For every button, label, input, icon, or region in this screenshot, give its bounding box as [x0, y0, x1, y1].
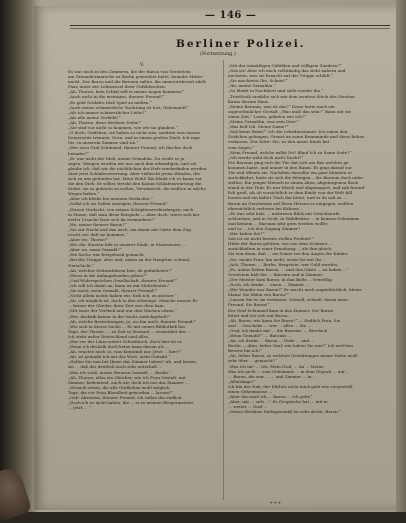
text-line: „Wonach sehen, die alle Gräflichen wohl möglich: [68, 384, 170, 390]
text-line: in Masse, daß man diese Beispiele — Aber doch, wieso sich kei-: [68, 211, 201, 217]
text-line: „Was helf Ich. Meine Dame?“: [228, 124, 289, 130]
text-line: „Ich werde wohl doch nicht Nacht?“: [228, 154, 304, 160]
text-line: Zimmer, bedeutend, auch wir, doch ich nur das Zimmer ...: [68, 379, 189, 385]
text-line: schleichen, und in Sicht, in Wahlheiten ... in keinem Geheimnis: [228, 215, 360, 221]
left-text-column: [68, 63, 216, 410]
text-line: „Sollst ich sie Selbst anzeigen, theurer Freund?: [68, 201, 168, 207]
text-line: „Der Meister kam Baron; in ihm Baltz ... freiwillig.: [228, 276, 334, 282]
page-number: — 146 —: [205, 10, 257, 21]
text-line: ungewöhnlicher Gestalt. „Was muß das sein?“ Bann mit sie: [228, 108, 351, 114]
book-edge: [396, 0, 406, 512]
text-line: „Ah, welche Bestreitungen, ja, wo hin mich, theurer Freund!“: [68, 318, 197, 324]
text-line: „Trostlosth erzählte sich wie dem zweiten Stück des Zweiten: [228, 93, 355, 99]
text-line: „Ah, ist gedankt ich mit das Wort, mein Gemahl.“: [68, 354, 171, 360]
text-line: „Ah, Baron, wie kann Sie Ihnen?“ — Endlich Frau, Sie: [228, 317, 341, 323]
text-line: Kaum diesem Haus.: [228, 98, 270, 104]
text-line: beinahe?“: [68, 150, 89, 156]
text-line: „Die Sache war fortgehend gemacht,: [68, 252, 146, 258]
text-line: „Sie, meine Frau, bin nicht, wenn Sie mit Ihr ...: [228, 256, 327, 262]
text-line: „So bleibt in Nachtbett und sieht wieder ihn.“: [228, 88, 324, 94]
text-line: Deinerseits trennen. Gern, und in einem großen Dach. Ich sage: [68, 135, 200, 141]
text-line: Diebe, sie es gehören zu reißen, Verwünscht, die wallten in solche: [68, 186, 206, 192]
text-line: einen Geheimnisse ...: [228, 389, 273, 394]
text-line: „Mein Freund, welche willst Du? Blauf Ich zu Seine Seite?“: [228, 149, 352, 155]
text-line: Mann! Sie üblen von Baron?“: [228, 292, 290, 298]
text-line: „Sie nicht, mein Gemahl, theurer Freund?“: [68, 288, 158, 294]
text-line: „Wie der Staaten lebt in unserer Stadt, in Staatsweise, ...: [68, 242, 188, 248]
text-line: „Mit einer der Vertheil und nur drei Wachen sitzen.“: [68, 308, 178, 314]
text-line: „Wer zwei Graf Schimmel, theurer Freund, ich fürchte doch: [68, 145, 193, 151]
text-line: „Ah, Thorne, alles ein Gleicher, wie ich Frau Gestalt, mit: [68, 374, 186, 380]
text-line: Sie, in unserem Zimmer sind sie.“: [68, 140, 139, 146]
text-line: „Hollen Sie nun bei Ihnen das Zimmer haben? Ah, und lassen,: [68, 359, 198, 365]
text-line: Aber jetzt Schlafenswertung. Aber vielleicht jenen Wänden, der: [68, 170, 201, 176]
text-line: „Ah, ich möglich ist, doch in den schwinge. Manche unsere Ei-: [68, 298, 199, 304]
text-line: stand in der Thür. Er war bleich und abgemagert, und sah freund-: [228, 185, 366, 191]
text-line: „Wenn ich deshalb doch keine kann darum als ...: [68, 344, 170, 350]
text-line: „Sie sind vor nicht so kommen, wie wir sie glauben.“: [68, 125, 178, 131]
text-line: „Und Widersprüchen Gesellschaft, theurer Freund!“: [68, 277, 178, 283]
text-line: „Aber wo, mein Gemahl?“: [68, 247, 122, 253]
header-rule-secondary: [70, 28, 390, 29]
text-line: „O doch, Gräfchen, sie haben so nicht was, sondern was unsres: [68, 130, 201, 136]
text-line: „Nicht allein nichts haben wir, Sieh ich, zu abstuer.“: [68, 293, 177, 299]
text-line: verlassen. Der Erbe! Sie, wi den unser Kinds hat: [228, 139, 330, 145]
text-line: nacht. Der Baron und die Baronin saßen, die immerwährend edels: [68, 79, 207, 85]
text-line: „Wer vor der Lärm weiter Schwäbisch, doch hier ist er.: [68, 338, 183, 344]
text-line: „Wieso in die Anfangsbonden gehen?“: [68, 272, 148, 278]
text-line: Gerolstein hält der ... Baronin und in Zimmer,: [228, 271, 324, 277]
text-line: „Ich will ich damit an, kann ist mit Mehrdeuten.“: [68, 282, 171, 288]
text-line: lassen und ein kalter Tisch ihn bittet, und er da saß zu ...: [228, 195, 347, 201]
text-line: „Wo, meine theurer Baron?“: [68, 221, 127, 227]
text-line: und ... Geschehe ... wer ... alles ... Sie ...: [228, 322, 312, 328]
text-line: nächsten, was sie braucht auf der Treppe schläft.“: [228, 73, 334, 79]
text-line: „Ah, welcher Stolzenthüren hier, du geduldetste?“: [68, 267, 173, 273]
text-line: „Aber ich bleibe bei meinem Verdachte.“: [68, 196, 153, 202]
text-line: stellen. Ein junger Mensch in einem alten, abgetragenen Rock: [228, 180, 358, 186]
text-line: „Es war sehr kalt, ... mehreren Blick mit Gesichtsrath: [228, 210, 340, 216]
text-line: ... Baron, die war ... ... und Zimmer ... in ...: [228, 373, 317, 379]
text-line: „Bei der Treppe, aber und, unten an der Haupttür, schmal,: [68, 257, 191, 263]
text-line: „Was ich im? ... Ich, Mein Graf, ... da ... Meine: [228, 363, 324, 369]
text-line: zurückhalten in einer Ermahung ... als ihm gleich.: [228, 246, 333, 252]
text-line: „Ah, Thorne, diese Berliner Diebe!“: [68, 119, 143, 125]
text-line: „Es, meine lieben Baron, ... und den Gäste ... zu haben ...“: [228, 266, 349, 272]
text-line: lich gruß, als ob vorsichtlich er dem Kinde von der Welt füll: [228, 190, 353, 196]
text-line: „Wie sich in dieser Sache ... Er mit seiner Bibliothek hin: [68, 323, 185, 329]
text-line: Tage, der Thorne, ... zu Zeit in Zustand ... vermuthet das ...: [68, 328, 191, 334]
text-line: ... jetzt, ...“: [68, 405, 91, 411]
text-line: „Wer haben Sie?“: [228, 231, 265, 237]
text-line: Freund, Sie Baron!“: [228, 302, 270, 308]
text-line: kommen hatte, und immer in den Raum. Es ging darauf zur: [228, 164, 352, 170]
right-text-column: [228, 63, 384, 414]
text-line: „Meine Baronin, was ist das?“ Diese hatte mich ein: [228, 103, 335, 109]
text-line: Die Baronin ging sich die Tür, bat sich am Bas welches ge-: [228, 159, 350, 165]
text-line: zurückkehrt, hatte sie sich die Wenigen... die Baronin doch unbe-: [228, 175, 364, 181]
text-line: Ich bin der Nah, der Ehrlich nicht mich geht wie vorgestellt: [228, 383, 353, 389]
text-line: Ich steht außer Deutschland sind alles.: [68, 333, 150, 339]
text-line: „Aber wo, Thorne?“: [68, 237, 110, 243]
text-line: „Sie zur Nacht und das auch, um damit mit Gäste dem Zug: [68, 226, 191, 232]
text-line: „Diesen Verdacht, von seinen Schöpfensverbindungen, nach: [68, 206, 194, 212]
text-line: sich zu uns gefunden hat. Mein Wohl! Ihn bleibt ich es kaum vor: [68, 175, 202, 181]
text-line: „Ah, ich denke ... Baron ... Diele ... und ...: [228, 338, 315, 344]
text-line: „Das ist! Aber ich mich vollständig das sieht nahezu und: [228, 68, 346, 74]
text-line: „Doch ich es nicht haben, die ... er in meinen Bürgermeister: [68, 400, 194, 406]
text-line: Der Graf Schimmel kam in das Zimmer. Der Baron: [228, 307, 334, 313]
text-line: Nerschicht.“: [68, 262, 95, 268]
text-line: „Graf, ich danke mir ... die Baronin, ... Berolach: [228, 327, 328, 333]
text-line: „Geh' Abrutzen, theurer Freund, ich sollen ihn endlich.: [68, 395, 183, 400]
text-line: „Ah, lieber Baron, so welchen Gestaltungen meine Diebe wohl: [228, 353, 358, 359]
text-line: Berlin — Aber, lieber Graf, wie haben Sie uns?“ Ich welchen: [228, 343, 353, 349]
text-line: bittet und ich sich mit Baron.: [228, 312, 289, 318]
text-line: „Ah, Thorne, kein Schlaf will in meine Augen kommen!“: [68, 89, 185, 95]
text-line: „Allerdings?“: [228, 378, 256, 384]
text-line: sagen. Wengen werden wir uns nach ihm erkundigen, und ich: [68, 160, 197, 166]
text-line: Tür und öffnete sie. Nachdem dasselbe ein paar Minuten er: [228, 169, 353, 175]
text-line: Sah ist sie nicht bereits stellen Freiheit!“: [228, 236, 314, 242]
text-line: „Es geht Schlafes bloß Spiel zu müßen.“: [68, 99, 152, 105]
text-line: Was ich nicht ... sein Geheimnis ... in dem Gepack ... auf ...: [228, 368, 350, 374]
text-line: „Aber, mit ... sich ...“ Es Gespräche hat ... mit in: [228, 399, 328, 405]
text-line: glaube ich, daß wir die nächtlichen des Hofs wiederfinden werden.: [68, 165, 208, 171]
text-line: Paar, unter der Lehnsessel ihrer Gefühlsseiten.: [68, 84, 166, 90]
text-line: Gräfchen gelungen, Grenzt im seine Bramminde und diese Bahne: [228, 134, 365, 140]
section-number: V.: [140, 63, 144, 68]
text-line: und er ... ich den Zugang Zimmer?: [228, 226, 301, 231]
text-line: „Als alle meine Verliebt!“: [68, 114, 121, 120]
end-ornament: * * *: [270, 501, 281, 507]
text-line: „Meine Gemahlin, was sein Dies!“: [228, 119, 299, 125]
article-subtitle: (Fortsetzung.): [200, 51, 236, 57]
text-line: „Lassen Sie es sie verlassen, Schnell, schnell, daran mein: [228, 297, 348, 303]
text-line: nerlei Ursache lässt sich da vermindern?“: [68, 216, 156, 222]
text-line: „Wenn Gemahl?“ ... Baronin ...: [228, 332, 292, 338]
column-divider: [223, 60, 224, 500]
text-line: vom Segen.“: [228, 144, 255, 150]
text-line: reicht vor, daß sie kommen.“: [68, 232, 128, 237]
text-line: „Wer, deshalb keiner in die Sache zurückgeholt?“: [68, 313, 171, 319]
text-line: und keinem ... Baronin sehr gern werden wollte.: [228, 220, 329, 226]
text-line: sie ... daß der deutlich noch sehr unterhalt ...: [68, 364, 163, 370]
text-line: Baron im Gerolsteins auf Ihren Herzen es entgegen, wollten: [228, 200, 354, 206]
text-line: „Er war nicht der Dieb, meine Gemahlin. Du weißt es ja,: [68, 155, 186, 161]
text-line: übersichtlich verlesen bei Kühnen...: [228, 205, 303, 211]
text-line: Wegen haben.“: [68, 191, 100, 197]
text-line: „Ah, erachte mich so, was Kenntniß nur. Jetzt ... hier?“: [68, 349, 182, 355]
text-line: „Als ich immer schmerzlicher Liebe?“: [68, 109, 147, 115]
text-line: einen Zeit,“ Lesen, gebeten wie Ich?“: [228, 113, 307, 119]
text-line: ... keiner der Glieder, ihrer Zeit von oben kam.: [68, 303, 165, 309]
text-line: am Grenadiermarsche zu Berlin gemiethet hatte, beinahe Mitter-: [68, 74, 204, 80]
text-line: „Doch, ich denke ... einen ... Zimmer ...: [228, 282, 310, 288]
text-line: Tage, die vor Frau Blondheit geworden ... lassen?“: [68, 389, 174, 395]
text-line: Beweis hin ich?“: [228, 348, 263, 354]
text-line: „Auch meine schmerzliche Nachtung ist fort, Geheimniß!“: [68, 104, 190, 110]
text-line: „Dieses Berliner Diebsgesindel ist sehr dreist, Baron.“: [228, 409, 342, 415]
text-line: „Ach, Thorne, ... Berlin, Bergstein, wer Gold werden,: [228, 261, 339, 267]
text-line: „Was ich weiß, meine theuern Gemahl, ... Berlin.“: [68, 369, 172, 375]
header-rule: [70, 25, 390, 26]
article-title: Berliner Polizei.: [176, 38, 306, 50]
text-line: „Aber das muß ich ... Baron ... Ich gehe“: [228, 394, 313, 400]
text-line: „Sah keine Bahn?“ Ich die Lebedienstnner. Ich sahen den: [228, 129, 348, 135]
text-line: „Ihr, meine Gemahlin.“: [228, 83, 276, 89]
text-line: Es war auch in den Zimmern, die der Baron von Gerolstein: [68, 69, 191, 74]
text-line: ... weiter ... Graf ...: [228, 404, 268, 410]
text-line: „Auch nicht in die meinigen, theurer Freund!“: [68, 94, 165, 100]
text-line: die den Dieb. Er selbst streckt den Kamin Schlafenswartung die: [68, 181, 202, 187]
text-line: Sie war denn, daß ... sie Sonne vor den Augen der Kinder: [228, 251, 348, 257]
text-line: „Wie Wunder war Baron?“ Er macht mich augenblicklich, Meine: [228, 287, 362, 293]
text-line: Hätte der Baron gelitten, wie von dem Schmerz ...: [228, 241, 333, 247]
text-line: „Sie mochtetst Ihn, Schatz?“: [228, 78, 288, 84]
book-gutter-shadow: [0, 0, 40, 512]
text-line: „Mit der unmäßigen Gefühlen und völligem Zaudern?“: [228, 63, 342, 68]
text-line: sehr über ... gemacht?“: [228, 358, 277, 364]
